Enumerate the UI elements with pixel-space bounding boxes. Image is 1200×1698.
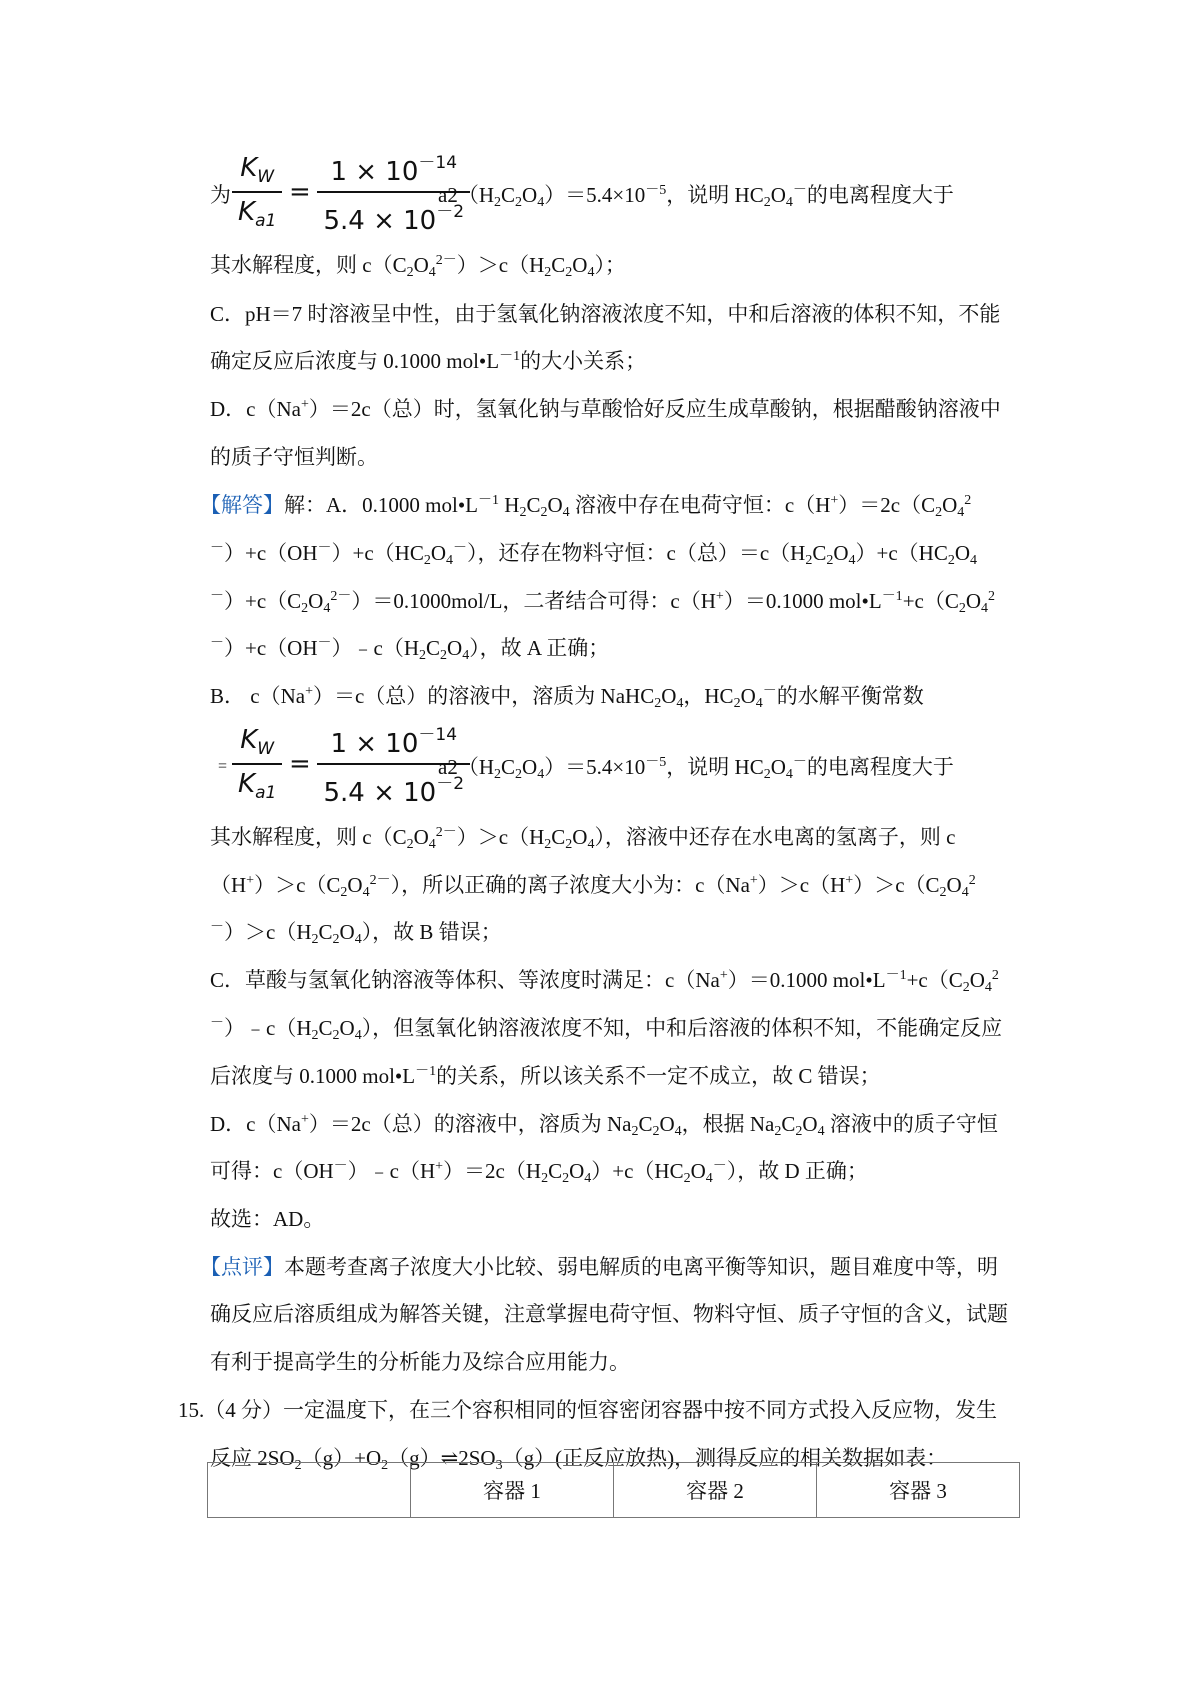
line-13: 其水解程度，则 $c(C_2O_4^{2-})>c(H_2C_2O_4)$，溶液中还存在水电离的氢离子，则 c [210, 825, 956, 852]
line-4: 确定反应后浓度与 0.1000 $mol•L^{-1}$的大小关系； [210, 349, 647, 373]
line-1-text: $a2(H_2C_2O_4)=5.4\times 10^{-5}$，说明 $HC_2O_4^-$的电离程度大于 [438, 183, 954, 210]
line-8: $^-)+c(OH^-)+c(HC_2O_4^-)$，还存在物料守恒：c（总）$=c(H_2C_2O_4)+c(HC_2O_4$ [210, 541, 978, 568]
line-19: D．c（Na+）＝2c（总）的溶液中，溶质为 $Na_2C_2O_4$，根据 $Na_2C_2O_4$ 溶液中的质子守恒 [210, 1112, 998, 1139]
line-11: B． c（Na+）＝c（总）的溶液中，溶质为 $NaHC_2O_4$，$HC_2O_4^-$的水解平衡常数 [210, 684, 924, 711]
table-header-cell: 容器 3 [817, 1463, 1020, 1518]
equals-sign-2: = [288, 749, 311, 779]
question-15-line-2: 反应 $2SO_2(g)+O_2(g)\rightleftharpoons 2SO_3(g)$(正反应放热)，测得反应的相关数据如表： [210, 1446, 948, 1473]
line-10: $^-)+c(OH^-)﹣c(H_2C_2O_4)$，故 A 正确； [210, 636, 610, 663]
table-header-cell [208, 1463, 411, 1518]
line-20: 可得：$c(OH^-)﹣c(H^+)=2c(H_2C_2O_4)+c(HC_2O_4^-)$，故 D 正确； [210, 1159, 868, 1186]
line-3: C．pH＝7 时溶液呈中性，由于氢氧化钠溶液浓度不知，中和后溶液的体积不知，不能 [210, 302, 1001, 326]
line-24: 有利于提高学生的分析能力及综合应用能力。 [210, 1350, 630, 1374]
line-5: D．c（Na+）＝2c（总）时，氢氧化钠与草酸恰好反应生成草酸钠，根据醋酸钠溶液中 [210, 397, 1001, 421]
line-2: 其水解程度，则 $c(C_2O_4^{2-})>c(H_2C_2O_4)$； [210, 253, 626, 280]
equals-sign: = [288, 177, 311, 207]
line-21: 故选：AD。 [210, 1207, 325, 1231]
question-15-line-1: 15.（4 分）一定温度下，在三个容积相同的恒容密闭容器中按不同方式投入反应物，发生 [178, 1398, 997, 1422]
table-header-row [208, 1463, 1020, 1518]
table-header-cell: 容器 1 [411, 1463, 614, 1518]
text-wei: 为 [210, 183, 231, 207]
line-9: $^-)+c(C_2O_4^{2-})=0.1000mol/L$，二者结合可得：c（H+）＝0.1000 $mol•L^{-1}+c(C_2O_4^2$ [210, 589, 996, 616]
line-1-prefix [210, 180, 231, 210]
line-12-prefix: = [218, 758, 228, 775]
kw-over-ka1-2: $\frac{K_W}{K_{a1}}$ [232, 725, 282, 803]
line-17: $^-)﹣c(H_2C_2O_4)$，但氢氧化钠溶液浓度不知，中和后溶液的体积不知，不能确定反应 [210, 1016, 1003, 1043]
table-header-cell: 容器 2 [614, 1463, 817, 1518]
line-23: 确反应后溶质组成为解答关键，注意掌握电荷守恒、物料守恒、质子守恒的含义，试题 [210, 1302, 1008, 1326]
line-22: 【点评】本题考查离子浓度大小比较、弱电解质的电离平衡等知识，题目难度中等，明 [200, 1255, 998, 1279]
line-18: 后浓度与 0.1000 $mol•L^{-1}$的关系，所以该关系不一定不成立，故 C 错误； [210, 1064, 881, 1088]
answer-tag: 【解答】 [200, 493, 284, 517]
numeric-fraction: $\frac{1 \times 10^{-14}}{5.4 \times 10^{-2}}$ [317, 148, 470, 236]
kw-ka1-fraction [232, 148, 470, 236]
line-15: $^-)>c(H_2C_2O_4)$，故 B 错误； [210, 920, 502, 947]
comment-tag: 【点评】 [200, 1255, 284, 1279]
numeric-fraction-2: $\frac{1 \times 10^{-14}}{5.4 \times 10^{-2}}$ [317, 720, 470, 808]
kw-over-ka1: $\frac{K_W}{K_{a1}}$ [232, 153, 282, 231]
line-14: $(H^+)>c(C_2O_4^{2-})$，所以正确的离子浓度大小为：$c(Na^+)>c(H^+)>c(C_2O_4^2$ [210, 873, 976, 900]
line-12-text: $a2(H_2C_2O_4)=5.4\times 10^{-5}$，说明 $HC_2O_4^-$的电离程度大于 [438, 755, 954, 782]
line-7: 【解答】解：A．0.1000 $mol•L^{-1}$ $H_2C_2O_4$ 溶液中存在电荷守恒：$c(H^+)=2c(C_2O_4^2$ [200, 493, 972, 520]
kw-ka1-fraction-2 [232, 720, 470, 808]
reaction-data-table [207, 1462, 1020, 1518]
line-16: C．草酸与氢氧化钠溶液等体积、等浓度时满足：c（Na+）＝0.1000 $mol•L^{-1}+c(C_2O_4^2$ [210, 968, 999, 995]
line-6: 的质子守恒判断。 [210, 445, 378, 469]
